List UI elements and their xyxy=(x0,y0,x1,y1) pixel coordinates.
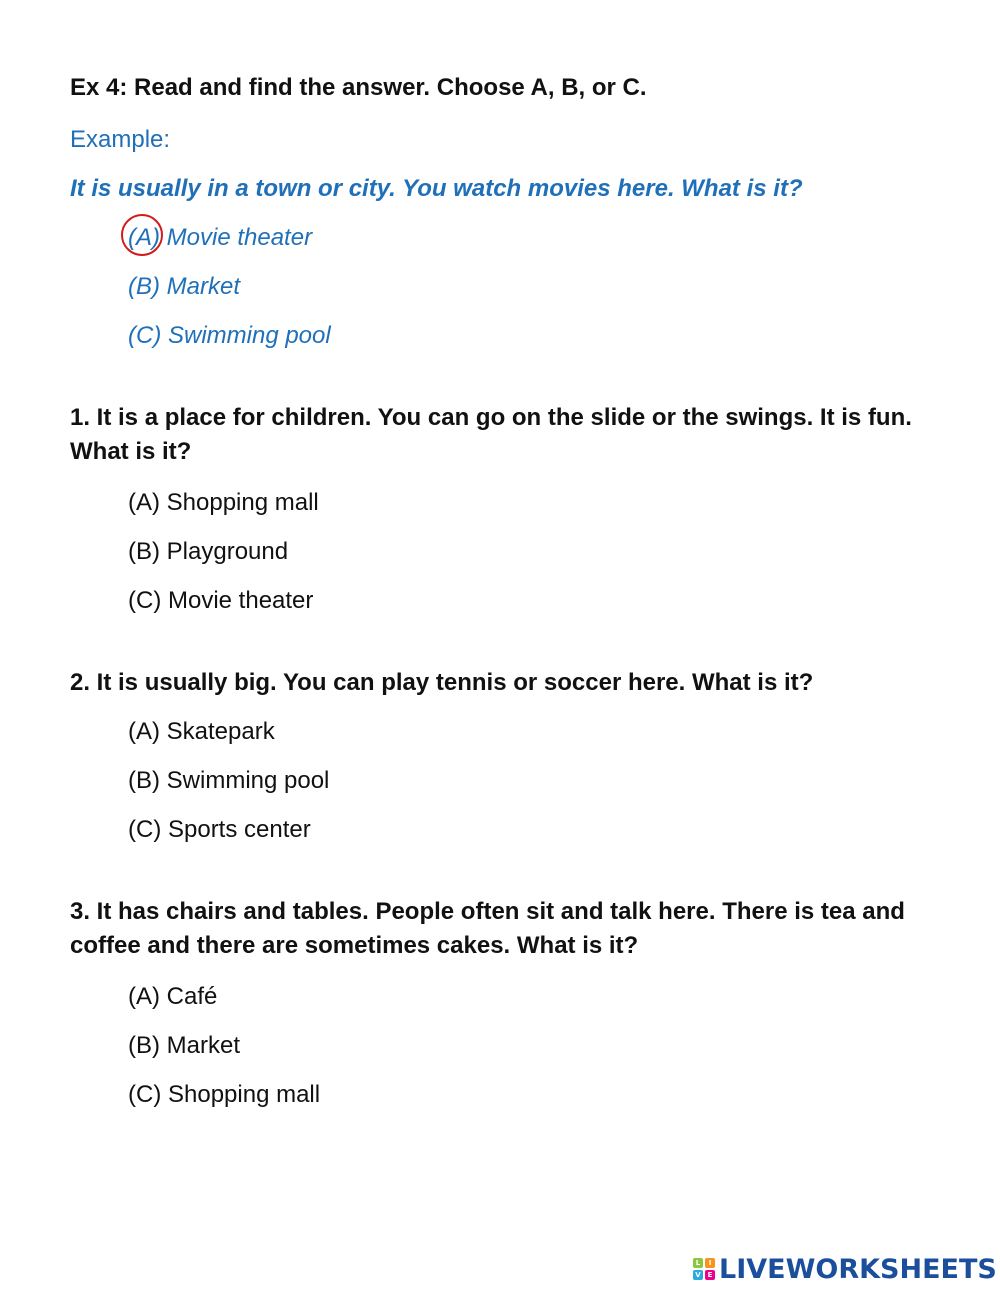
question-1-text: 1. It is a place for children. You can go on the slide or the swings. It is fun. What is it? xyxy=(70,404,912,465)
question-1-option-a[interactable]: (A) Shopping mall xyxy=(128,489,319,516)
example-question: It is usually in a town or city. You watch movies here. What is it? xyxy=(70,175,803,202)
question-3-text: 3. It has chairs and tables. People often sit and talk here. There is tea and coffee and there are sometimes cakes. What is it? xyxy=(70,898,905,959)
example-label: Example: xyxy=(70,126,171,153)
logo-text: LIVEWORKSHEETS xyxy=(719,1253,997,1285)
question-1-option-c[interactable]: (C) Movie theater xyxy=(128,587,314,614)
question-2-option-b[interactable]: (B) Swimming pool xyxy=(128,767,330,794)
question-2-text: 2. It is usually big. You can play tennis or soccer here. What is it? xyxy=(70,669,814,696)
answer-circle-mark xyxy=(121,214,163,256)
question-3-option-c[interactable]: (C) Shopping mall xyxy=(128,1081,321,1108)
exercise-instruction: Ex 4: Read and find the answer. Choose A, B, or C. xyxy=(70,74,647,101)
liveworksheets-logo[interactable] xyxy=(693,1252,997,1286)
question-2-option-a[interactable]: (A) Skatepark xyxy=(128,718,275,745)
example-option-a[interactable]: (A) Movie theater xyxy=(128,224,313,251)
liveworksheets-logo-icon: L I V E xyxy=(693,1258,715,1280)
example-option-b[interactable]: (B) Market xyxy=(128,273,241,300)
question-1-option-b[interactable]: (B) Playground xyxy=(128,538,289,565)
question-3-option-a[interactable]: (A) Café xyxy=(128,983,218,1010)
question-2-option-c[interactable]: (C) Sports center xyxy=(128,816,311,843)
question-3-option-b[interactable]: (B) Market xyxy=(128,1032,241,1059)
example-option-c[interactable]: (C) Swimming pool xyxy=(128,322,331,349)
